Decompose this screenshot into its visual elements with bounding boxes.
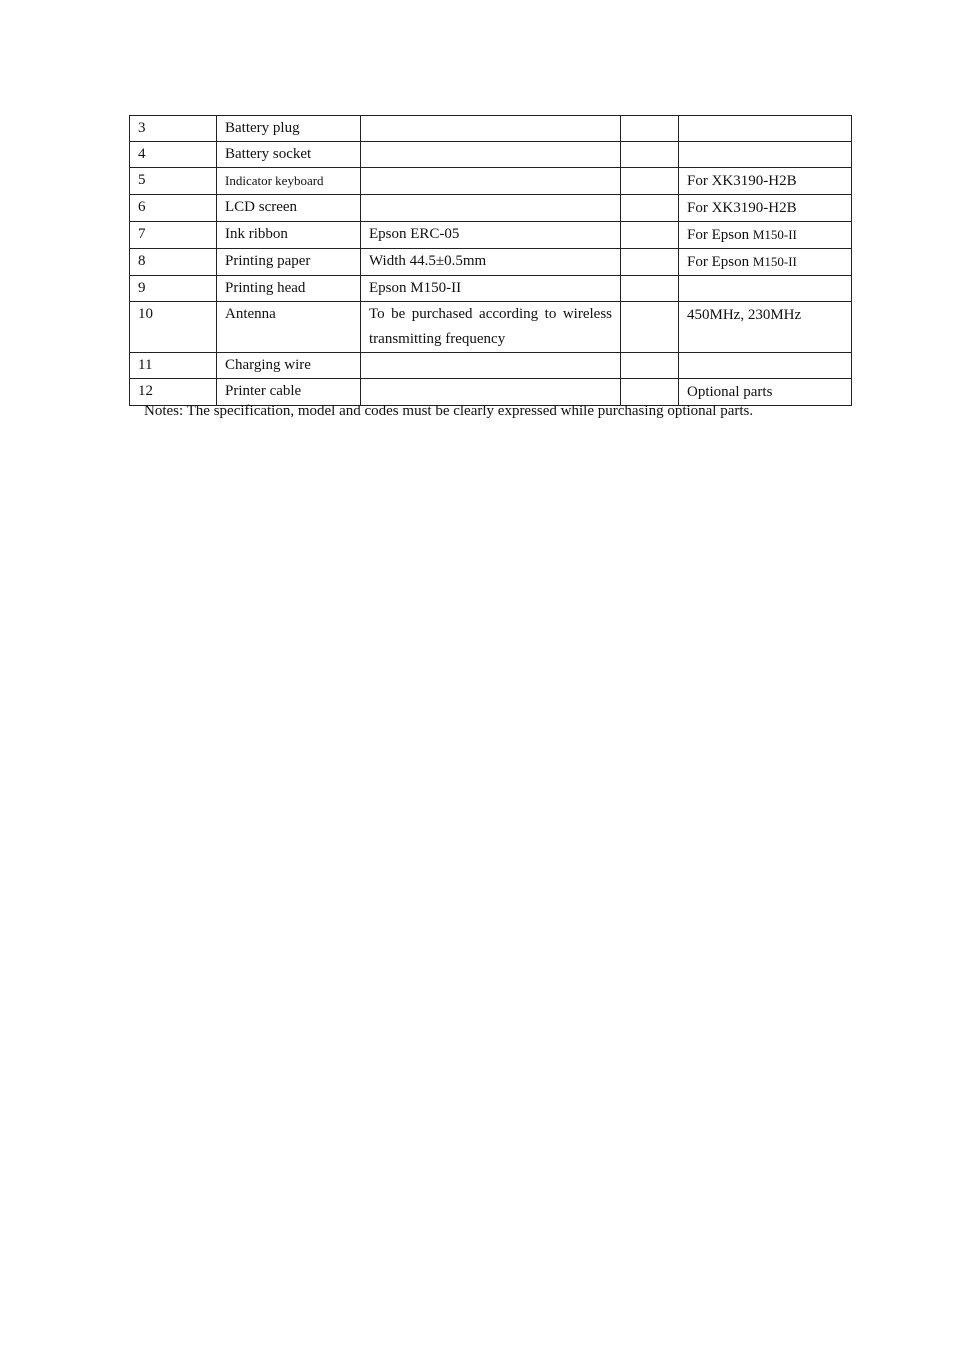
part-remark	[679, 353, 852, 379]
part-qty	[621, 222, 679, 249]
table-row	[130, 116, 852, 142]
remark-text: 450MHz, 230MHz	[687, 307, 802, 323]
remark-text: For Epson	[687, 227, 753, 243]
notes-paragraph: Notes: The specification, model and codes must be clearly expressed while purchasing optional parts.	[144, 403, 754, 419]
part-name: Antenna	[217, 302, 361, 353]
remark-text: For XK3190-H2B	[687, 173, 797, 189]
remark-model: M150-II	[752, 254, 797, 269]
part-remark	[679, 249, 852, 276]
part-spec	[361, 142, 621, 168]
table-row	[130, 276, 852, 302]
row-number: 6	[130, 195, 217, 222]
table-row	[130, 302, 852, 353]
table-row	[130, 168, 852, 195]
row-number: 11	[130, 353, 217, 379]
row-number: 9	[130, 276, 217, 302]
part-remark	[679, 168, 852, 195]
part-spec	[361, 195, 621, 222]
part-remark	[679, 142, 852, 168]
row-number: 8	[130, 249, 217, 276]
part-qty	[621, 116, 679, 142]
part-qty	[621, 249, 679, 276]
remark-text: For XK3190-H2B	[687, 200, 797, 216]
table-row	[130, 222, 852, 249]
part-name: LCD screen	[217, 195, 361, 222]
table-row	[130, 249, 852, 276]
part-remark	[679, 302, 852, 353]
part-spec	[361, 116, 621, 142]
part-name: Printing paper	[217, 249, 361, 276]
part-qty	[621, 142, 679, 168]
table-row	[130, 142, 852, 168]
part-qty	[621, 302, 679, 353]
part-remark	[679, 276, 852, 302]
remark-text: For Epson	[687, 254, 753, 270]
row-number: 7	[130, 222, 217, 249]
row-number: 12	[130, 379, 217, 406]
part-spec: To be purchased according to wireless transmitting frequency	[361, 302, 621, 353]
part-spec	[361, 168, 621, 195]
part-remark	[679, 116, 852, 142]
row-number: 10	[130, 302, 217, 353]
part-qty	[621, 195, 679, 222]
part-qty	[621, 168, 679, 195]
row-number: 5	[130, 168, 217, 195]
part-name: Battery socket	[217, 142, 361, 168]
part-spec: Epson ERC-05	[361, 222, 621, 249]
part-spec: Epson M150-II	[361, 276, 621, 302]
part-spec	[361, 353, 621, 379]
part-remark	[679, 195, 852, 222]
part-name: Printer cable	[217, 379, 361, 406]
table-row	[130, 195, 852, 222]
part-spec: Width 44.5±0.5mm	[361, 249, 621, 276]
part-name: Ink ribbon	[217, 222, 361, 249]
part-name: Printing head	[217, 276, 361, 302]
remark-model: M150-II	[752, 227, 797, 242]
row-number: 3	[130, 116, 217, 142]
part-name: Charging wire	[217, 353, 361, 379]
parts-table	[129, 115, 852, 406]
part-qty	[621, 276, 679, 302]
part-name: Battery plug	[217, 116, 361, 142]
part-qty	[621, 353, 679, 379]
part-name: Indicator keyboard	[217, 168, 361, 195]
remark-text: Optional parts	[687, 384, 773, 400]
table-row	[130, 353, 852, 379]
part-remark	[679, 222, 852, 249]
row-number: 4	[130, 142, 217, 168]
